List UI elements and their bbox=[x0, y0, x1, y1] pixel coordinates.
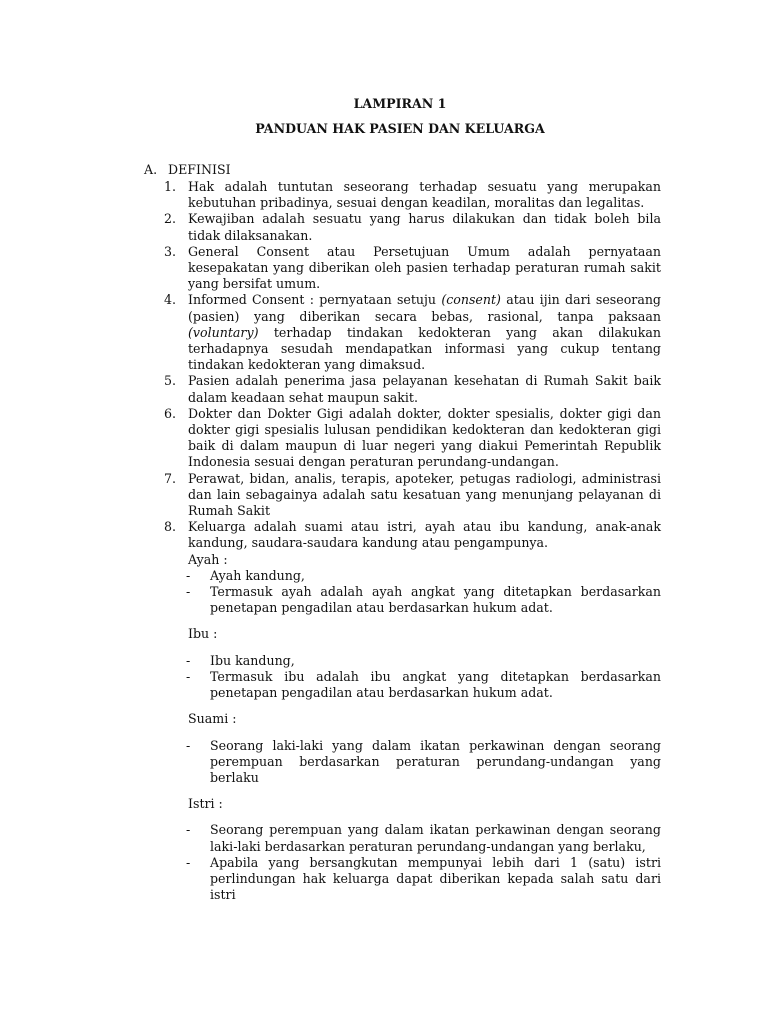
item-number: 6. bbox=[164, 405, 177, 421]
item-text-part: terhadap tindakan kedokteran yang akan dilakukan terhadapnya sesudah mendapatkan informasi yang cukup tentang tindakan kedokteran yang dimaksud. bbox=[188, 324, 661, 373]
item-text: Perawat, bidan, analis, terapis, apoteker, petugas radiologi, administrasi dan lain sebagainya adalah satu kesatuan yang menunjang pelayanan di Rumah Sakit bbox=[188, 470, 661, 519]
dash-bullet: - bbox=[186, 668, 191, 684]
family-list-item bbox=[164, 855, 661, 904]
item-number: 2. bbox=[164, 211, 177, 227]
document-title: LAMPIRAN 1 bbox=[353, 96, 447, 111]
definition-item bbox=[164, 519, 661, 551]
item-text: Kewajiban adalah sesuatu yang harus dilakukan dan tidak boleh bila tidak dilaksanakan. bbox=[188, 211, 661, 243]
family-list-suami bbox=[164, 738, 661, 787]
family-list-item bbox=[164, 653, 661, 669]
family-list-item bbox=[164, 669, 661, 701]
family-label-ibu: Ibu : bbox=[188, 626, 218, 642]
item-number: 7. bbox=[164, 470, 177, 486]
section-letter: A. bbox=[144, 162, 158, 177]
item-text-emphasis: (consent) bbox=[441, 292, 501, 308]
family-item-text: Termasuk ibu adalah ibu angkat yang ditetapkan berdasarkan penetapan pengadilan atau berdasarkan hukum adat. bbox=[210, 668, 661, 701]
definition-list bbox=[164, 179, 661, 903]
definition-item bbox=[164, 471, 661, 520]
item-text: General Consent atau Persetujuan Umum adalah pernyataan kesepakatan yang diberikan oleh pasien terhadap peraturan rumah sakit yang bersifat umum. bbox=[188, 243, 661, 292]
definition-item bbox=[164, 244, 661, 293]
definition-item bbox=[164, 179, 661, 211]
family-label-suami: Suami : bbox=[188, 711, 237, 727]
family-list-istri bbox=[164, 822, 661, 903]
item-text-part: Informed Consent : pernyataan setuju bbox=[188, 292, 442, 308]
family-list-ayah bbox=[164, 568, 661, 617]
item-number: 3. bbox=[164, 243, 177, 259]
definition-item bbox=[164, 292, 661, 373]
item-number: 5. bbox=[164, 373, 177, 389]
item-text: Keluarga adalah suami atau istri, ayah atau ibu kandung, anak-anak kandung, saudara-saudara kandung atau pengampunya. bbox=[188, 519, 661, 551]
item-number: 8. bbox=[164, 519, 177, 535]
item-text-emphasis: (voluntary) bbox=[188, 324, 259, 340]
item-text bbox=[188, 292, 661, 373]
section-label: DEFINISI bbox=[168, 162, 231, 177]
family-item-text: Apabila yang bersangkutan mempunyai lebih dari 1 (satu) istri perlindungan hak keluarga dapat diberikan kepada salah satu dari istri bbox=[210, 854, 661, 903]
family-list-ibu bbox=[164, 653, 661, 702]
family-item-text: Termasuk ayah adalah ayah angkat yang ditetapkan berdasarkan penetapan pengadilan atau berdasarkan hukum adat. bbox=[210, 584, 661, 616]
item-text: Pasien adalah penerima jasa pelayanan kesehatan di Rumah Sakit baik dalam keadaan sehat maupun sakit. bbox=[188, 373, 661, 405]
family-list-item bbox=[164, 584, 661, 616]
item-text: Hak adalah tuntutan seseorang terhadap sesuatu yang merupakan kebutuhan pribadinya, sesuai dengan keadilan, moralitas dan legalitas. bbox=[188, 179, 661, 211]
family-item-text: Ibu kandung, bbox=[210, 652, 295, 668]
definition-item bbox=[164, 211, 661, 243]
family-list-item bbox=[164, 568, 661, 584]
dash-bullet: - bbox=[186, 854, 191, 870]
definition-item bbox=[164, 406, 661, 471]
item-text-part: atau ijin dari seseorang (pasien) yang diberikan secara bebas, rasional, tanpa paksaan bbox=[188, 292, 661, 324]
family-label-istri: Istri : bbox=[188, 796, 223, 812]
family-item-text: Ayah kandung, bbox=[210, 567, 305, 583]
document-subtitle: PANDUAN HAK PASIEN DAN KELUARGA bbox=[255, 121, 545, 136]
item-number: 4. bbox=[164, 292, 177, 308]
dash-bullet: - bbox=[186, 567, 191, 583]
family-item-text: Seorang laki-laki yang dalam ikatan perkawinan dengan seorang perempuan berdasarkan peraturan perundang-undangan yang berlaku bbox=[210, 737, 661, 785]
item-number: 1. bbox=[164, 179, 177, 194]
dash-bullet: - bbox=[186, 584, 191, 600]
family-list-item bbox=[164, 822, 661, 854]
definition-item bbox=[164, 373, 661, 405]
item-text: Dokter dan Dokter Gigi adalah dokter, dokter spesialis, dokter gigi dan dokter gigi spesialis lulusan pendidikan kedokteran dan kedokteran gigi baik di dalam maupun di luar negeri yang diakui Pemerintah Republik Indonesia sesuai dengan peraturan perundang-undangan. bbox=[188, 405, 661, 470]
dash-bullet: - bbox=[186, 737, 191, 753]
dash-bullet: - bbox=[186, 652, 191, 668]
dash-bullet: - bbox=[186, 822, 191, 838]
family-label-ayah: Ayah : bbox=[188, 551, 228, 567]
section-heading bbox=[144, 162, 231, 178]
family-list-item bbox=[164, 738, 661, 787]
family-item-text: Seorang perempuan yang dalam ikatan perkawinan dengan seorang laki-laki berdasarkan peraturan perundang-undangan yang berlaku, bbox=[210, 822, 661, 854]
